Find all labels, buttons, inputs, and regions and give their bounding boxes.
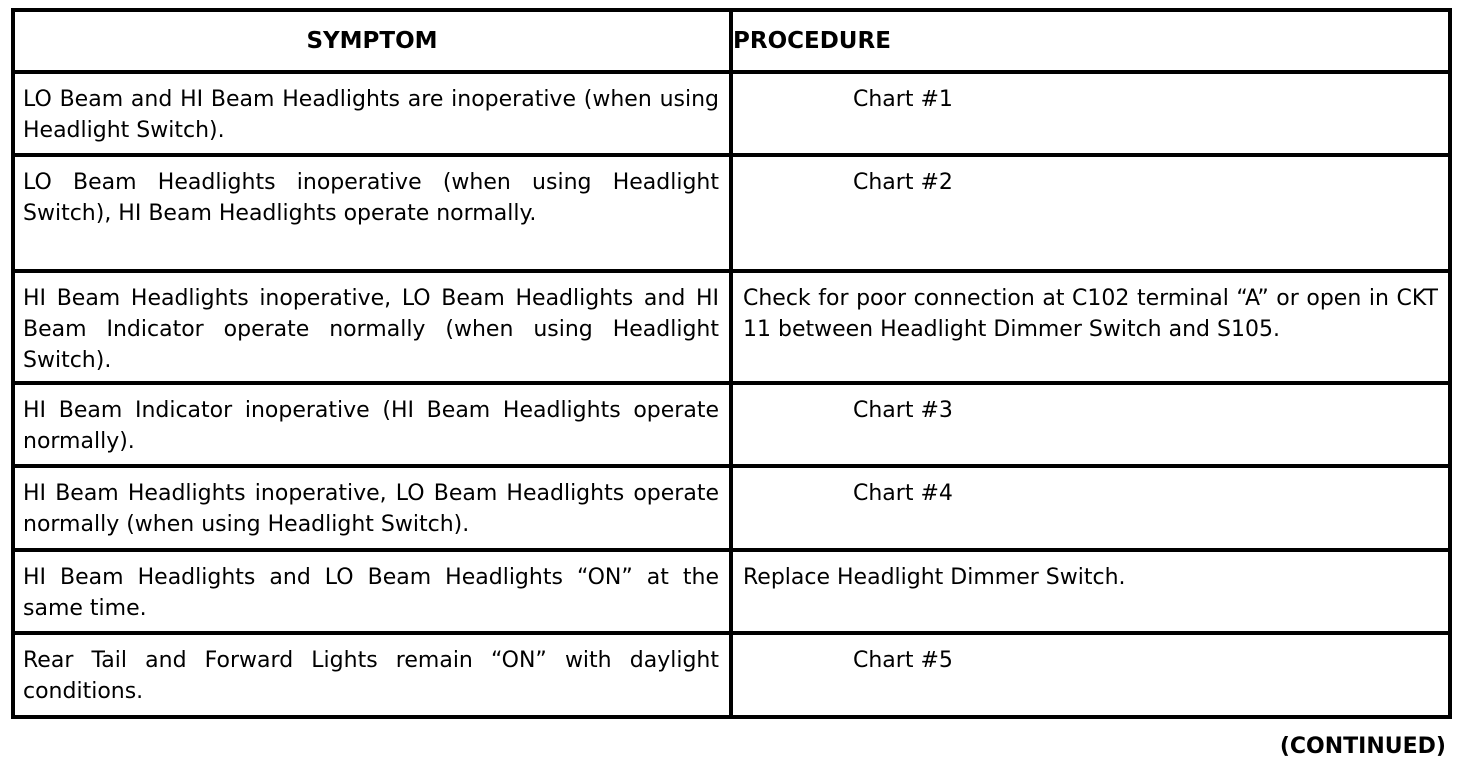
table-row (13, 271, 1450, 383)
symptom-cell: LO Beam Headlights inoperative (when using Headlight Switch), HI Beam Headlights operate normally. (13, 155, 731, 271)
procedure-column-header: PROCEDURE (731, 10, 1450, 72)
table-row (13, 383, 1450, 466)
symptom-cell: HI Beam Indicator inoperative (HI Beam Headlights operate normally). (13, 383, 731, 466)
procedure-cell: Chart #4 (731, 466, 1450, 550)
symptom-procedure-table (11, 8, 1452, 719)
symptom-cell: Rear Tail and Forward Lights remain “ON” with daylight conditions. (13, 633, 731, 717)
procedure-cell: Chart #2 (731, 155, 1450, 271)
symptom-cell: LO Beam and HI Beam Headlights are inoperative (when using Headlight Switch). (13, 72, 731, 155)
table-row (13, 72, 1450, 155)
continued-label: (CONTINUED) (1279, 734, 1446, 759)
symptom-cell: HI Beam Headlights and LO Beam Headlights “ON” at the same time. (13, 550, 731, 633)
table-row (13, 550, 1450, 633)
symptom-cell: HI Beam Headlights inoperative, LO Beam Headlights and HI Beam Indicator operate normally (when using Headlight Switch). (13, 271, 731, 383)
symptom-column-header: SYMPTOM (13, 10, 731, 72)
table-row (13, 155, 1450, 271)
procedure-cell: Chart #3 (731, 383, 1450, 466)
table-row (13, 633, 1450, 717)
procedure-cell: Check for poor connection at C102 terminal “A” or open in CKT 11 between Headlight Dimmer Switch and S105. (731, 271, 1450, 383)
procedure-cell: Replace Headlight Dimmer Switch. (731, 550, 1450, 633)
diagnosis-sheet (11, 8, 1448, 719)
table-row (13, 466, 1450, 550)
symptom-cell: HI Beam Headlights inoperative, LO Beam Headlights operate normally (when using Headlight Switch). (13, 466, 731, 550)
procedure-cell: Chart #1 (731, 72, 1450, 155)
procedure-cell: Chart #5 (731, 633, 1450, 717)
table-header-row (13, 10, 1450, 72)
